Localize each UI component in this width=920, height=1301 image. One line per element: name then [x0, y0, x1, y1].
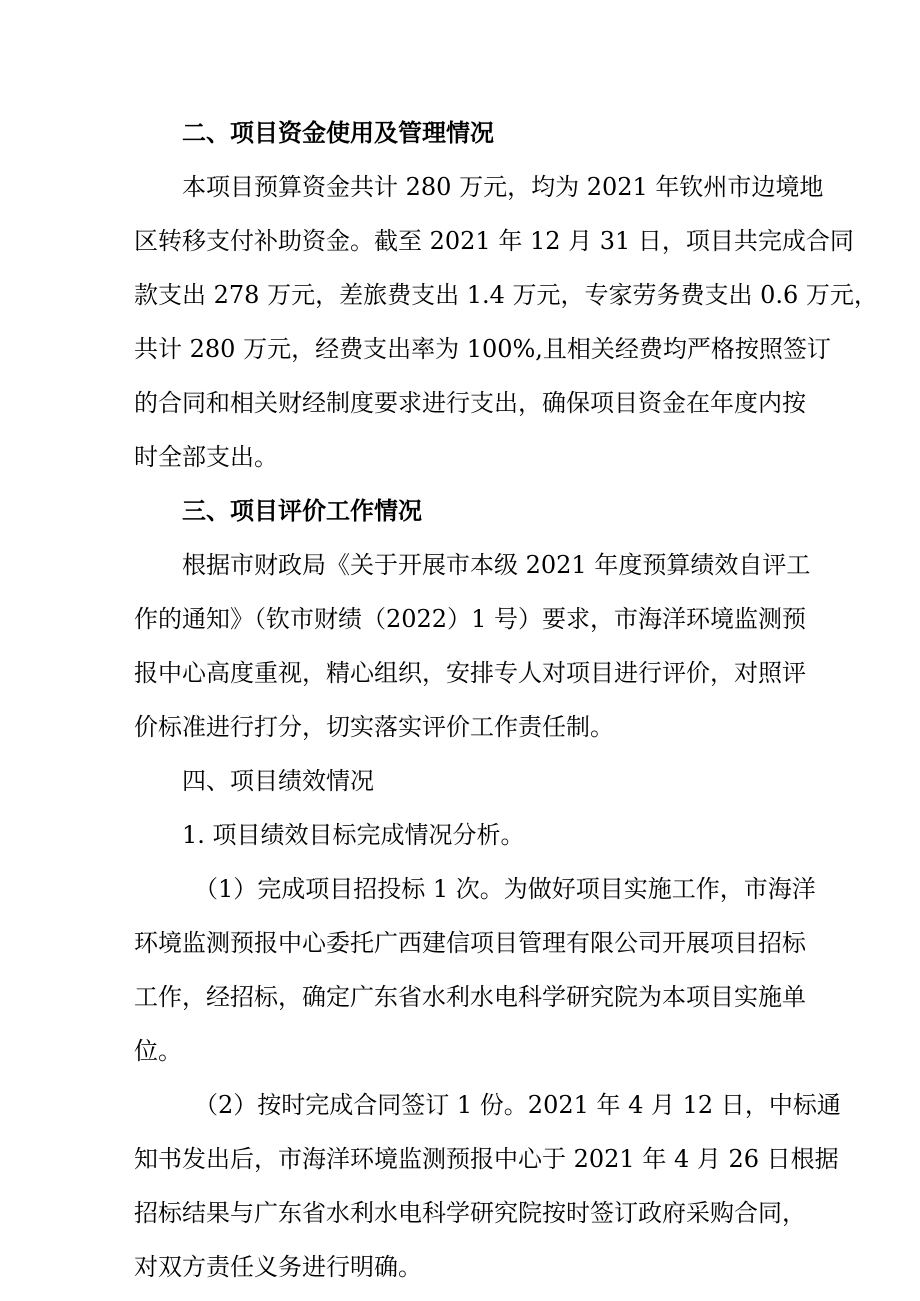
section-3-line-4: 价标准进行打分，切实落实评价工作责任制。 [134, 713, 614, 741]
section-2-line-6: 时全部支出。 [134, 443, 278, 471]
section-4-heading: 四、项目绩效情况 [182, 767, 374, 795]
section-2-line-4: 共计 280 万元，经费支出率为 100%,且相关经费均严格按照签订 [134, 335, 831, 363]
item-2-line-1: （2）按时完成合同签订 1 份。2021 年 4 月 12 日，中标通 [194, 1091, 841, 1119]
item-1-line-1: （1）完成项目招投标 1 次。为做好项目实施工作，市海洋 [194, 875, 816, 903]
section-3-line-1: 根据市财政局《关于开展市本级 2021 年度预算绩效自评工 [182, 551, 811, 579]
item-1-line-2: 环境监测预报中心委托广西建信项目管理有限公司开展项目招标 [134, 929, 806, 957]
section-3-heading: 三、项目评价工作情况 [182, 497, 422, 525]
section-3-line-2: 作的通知》（钦市财绩（2022）1 号）要求，市海洋环境监测预 [134, 605, 806, 633]
section-4-subheading-1: 1. 项目绩效目标完成情况分析。 [182, 821, 525, 849]
item-2-line-2: 知书发出后，市海洋环境监测预报中心于 2021 年 4 月 26 日根据 [134, 1145, 839, 1173]
item-1-line-3: 工作，经招标，确定广东省水利水电科学研究院为本项目实施单 [134, 983, 806, 1011]
section-2-heading: 二、项目资金使用及管理情况 [182, 119, 494, 147]
document-page [134, 110, 878, 1298]
item-2-line-3: 招标结果与广东省水利水电科学研究院按时签订政府采购合同， [134, 1199, 806, 1227]
section-2-line-5: 的合同和相关财经制度要求进行支出，确保项目资金在年度内按 [134, 389, 806, 417]
section-3-line-3: 报中心高度重视，精心组织，安排专人对项目进行评价，对照评 [134, 659, 806, 687]
section-2-line-3: 款支出 278 万元，差旅费支出 1.4 万元，专家劳务费支出 0.6 万元， [134, 281, 878, 309]
item-2-line-4: 对双方责任义务进行明确。 [134, 1253, 422, 1281]
section-2-line-2: 区转移支付补助资金。截至 2021 年 12 月 31 日，项目共完成合同 [134, 227, 854, 255]
section-2-line-1: 本项目预算资金共计 280 万元，均为 2021 年钦州市边境地 [182, 173, 824, 201]
item-1-line-4: 位。 [134, 1037, 182, 1065]
